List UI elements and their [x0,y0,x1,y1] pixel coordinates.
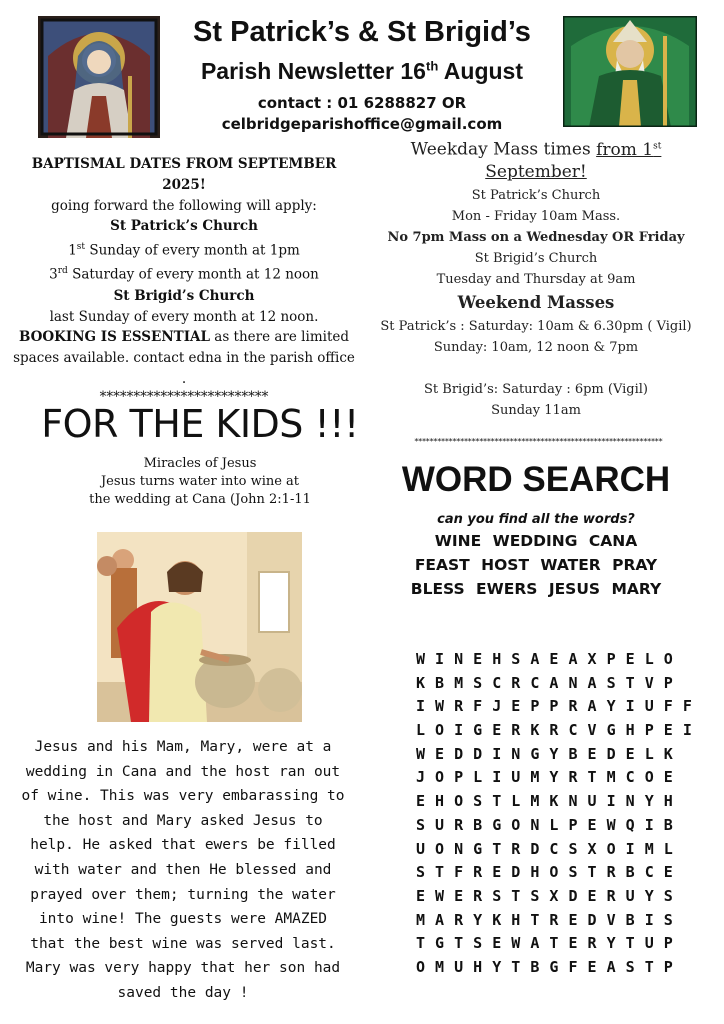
baptism-section [10,154,358,404]
grid-row: E W E R S T S X D E R U Y S [416,886,674,905]
weekday-heading-month-text: September! [485,161,587,182]
weekday-heading-text: Weekday Mass times [410,139,597,160]
st-brigid-stained-glass-image [38,16,160,138]
weekend-masses-heading: Weekend Masses [457,292,615,312]
weekday-heading-month [378,161,694,183]
mass-brigid-heading: St Brigid’s Church [474,250,598,266]
baptism-heading: BAPTISMAL DATES FROM SEPTEMBER 2025! [31,156,337,193]
rule-1-number: 1 [68,242,77,259]
wedding-at-cana-illustration [97,532,302,722]
grid-row: S T F R E D H O S T R B C E [416,863,674,882]
subtitle-sup: th [425,58,439,74]
baptism-stars-divider: ************************* [99,388,269,405]
newsletter-title: St Patrick’s & St Brigid’s [193,16,531,48]
cana-story: Jesus and his Mam, Mary, were at a wedding in Cana and the host ran out of wine. This was very embarassing to the host and Mary asked Jesus to help. He asked that ewers be filled with water and then He blessed and prayed over them; turning the water into wine! The guests were AMAZED that the best wine was served last. Mary was very happy that her son had saved the day ! [21,739,345,1001]
weekday-heading-date-text: from 1 [596,139,654,160]
grid-row: T G T S E W A T E R Y T U P [416,934,674,953]
mass-spacer [378,358,694,379]
baptism-patrick-heading: St Patrick’s Church [110,218,258,235]
miracle-line-2: Jesus turns water into wine at [100,474,300,489]
baptism-rule-1 [10,237,358,261]
grid-row: I W R F J E P P R A Y I U F F [416,697,693,716]
weekend-brigid-saturday: St Brigid’s: Saturday : 6pm (Vigil) [424,381,648,397]
grid-row: L O I G E R K R C V G H P E I [416,721,693,740]
word-search-title: WORD SEARCH [401,460,671,499]
mass-weekday-time: Mon - Friday 10am Mass. [451,208,621,224]
rule-2-text: Saturday of every month at 12 noon [67,266,319,283]
grid-row: O M U H Y T B G F E A S T P [416,957,674,976]
kids-miracle-caption [60,455,340,509]
miracle-line-1: Miracles of Jesus [143,456,257,471]
subtitle-text: Parish Newsletter 16 [200,58,426,84]
st-patrick-stained-glass-image [563,16,697,127]
rule-2-sup: rd [57,266,68,277]
weekday-heading-sup: st [653,141,662,151]
rule-1-sup: st [76,242,86,253]
word-list-line-3: BLESS EWERS JESUS MARY [410,580,662,598]
grid-row: J O P L I U M Y R T M C O E [416,768,674,787]
subtitle-month: August [438,58,524,84]
mass-times-section [378,135,694,421]
baptism-brigid-heading: St Brigid’s Church [113,287,255,304]
kids-title: FOR THE KIDS !!! [41,402,359,446]
mass-stars-divider: ***************************************************************** [413,437,663,446]
rule-2-number: 3 [49,266,58,283]
word-search-grid [416,648,693,980]
rule-1-text: Sunday of every month at 1pm [85,242,300,259]
weekday-heading [378,135,694,161]
word-list-line-1: WINE WEDDING CANA [434,532,638,550]
booking-essential: BOOKING IS ESSENTIAL [18,329,210,346]
newsletter-subtitle [160,58,564,85]
booking-text: as there are limited spaces available. contact edna in the parish office . [13,329,355,387]
baptism-intro: going forward the following will apply: [51,197,317,214]
grid-row: K B M S C R C A N A S T V P [416,673,674,692]
weekend-patrick-saturday: St Patrick’s : Saturday: 10am & 6.30pm ( Vigil) [380,318,692,334]
baptism-booking [10,327,358,389]
word-search-subtitle: can you find all the words? [437,512,635,527]
grid-row: E H O S T L M K N U I N Y H [416,792,674,811]
word-list-line-2: FEAST HOST WATER PRAY [414,556,658,574]
mass-brigid-time: Tuesday and Thursday at 9am [436,271,636,287]
mass-patrick-heading: St Patrick’s Church [471,187,601,203]
grid-row: S U R B G O N L P E W Q I B [416,815,674,834]
grid-row: W I N E H S A E A X P E L O [416,650,674,668]
baptism-rule-2 [10,261,358,285]
grid-row: U O N G T R D C S X O I M L [416,839,674,858]
weekend-brigid-sunday: Sunday 11am [491,402,581,418]
grid-row: W E D D I N G Y B E D E L K [416,744,674,763]
contact-email: celbridgeparishoffice@gmail.com [221,115,503,133]
miracle-line-3: the wedding at Cana (John 2:1-11 [89,492,311,507]
weekend-patrick-sunday: Sunday: 10am, 12 noon & 7pm [433,339,639,355]
baptism-rule-3: last Sunday of every month at 12 noon. [49,308,319,325]
weekday-heading-date [596,140,661,160]
contact-phone: contact : 01 6288827 OR [257,94,467,112]
grid-row: M A R Y K H T R E D V B I S [416,910,674,929]
mass-no-7pm-notice: No 7pm Mass on a Wednesday OR Friday [387,229,685,245]
